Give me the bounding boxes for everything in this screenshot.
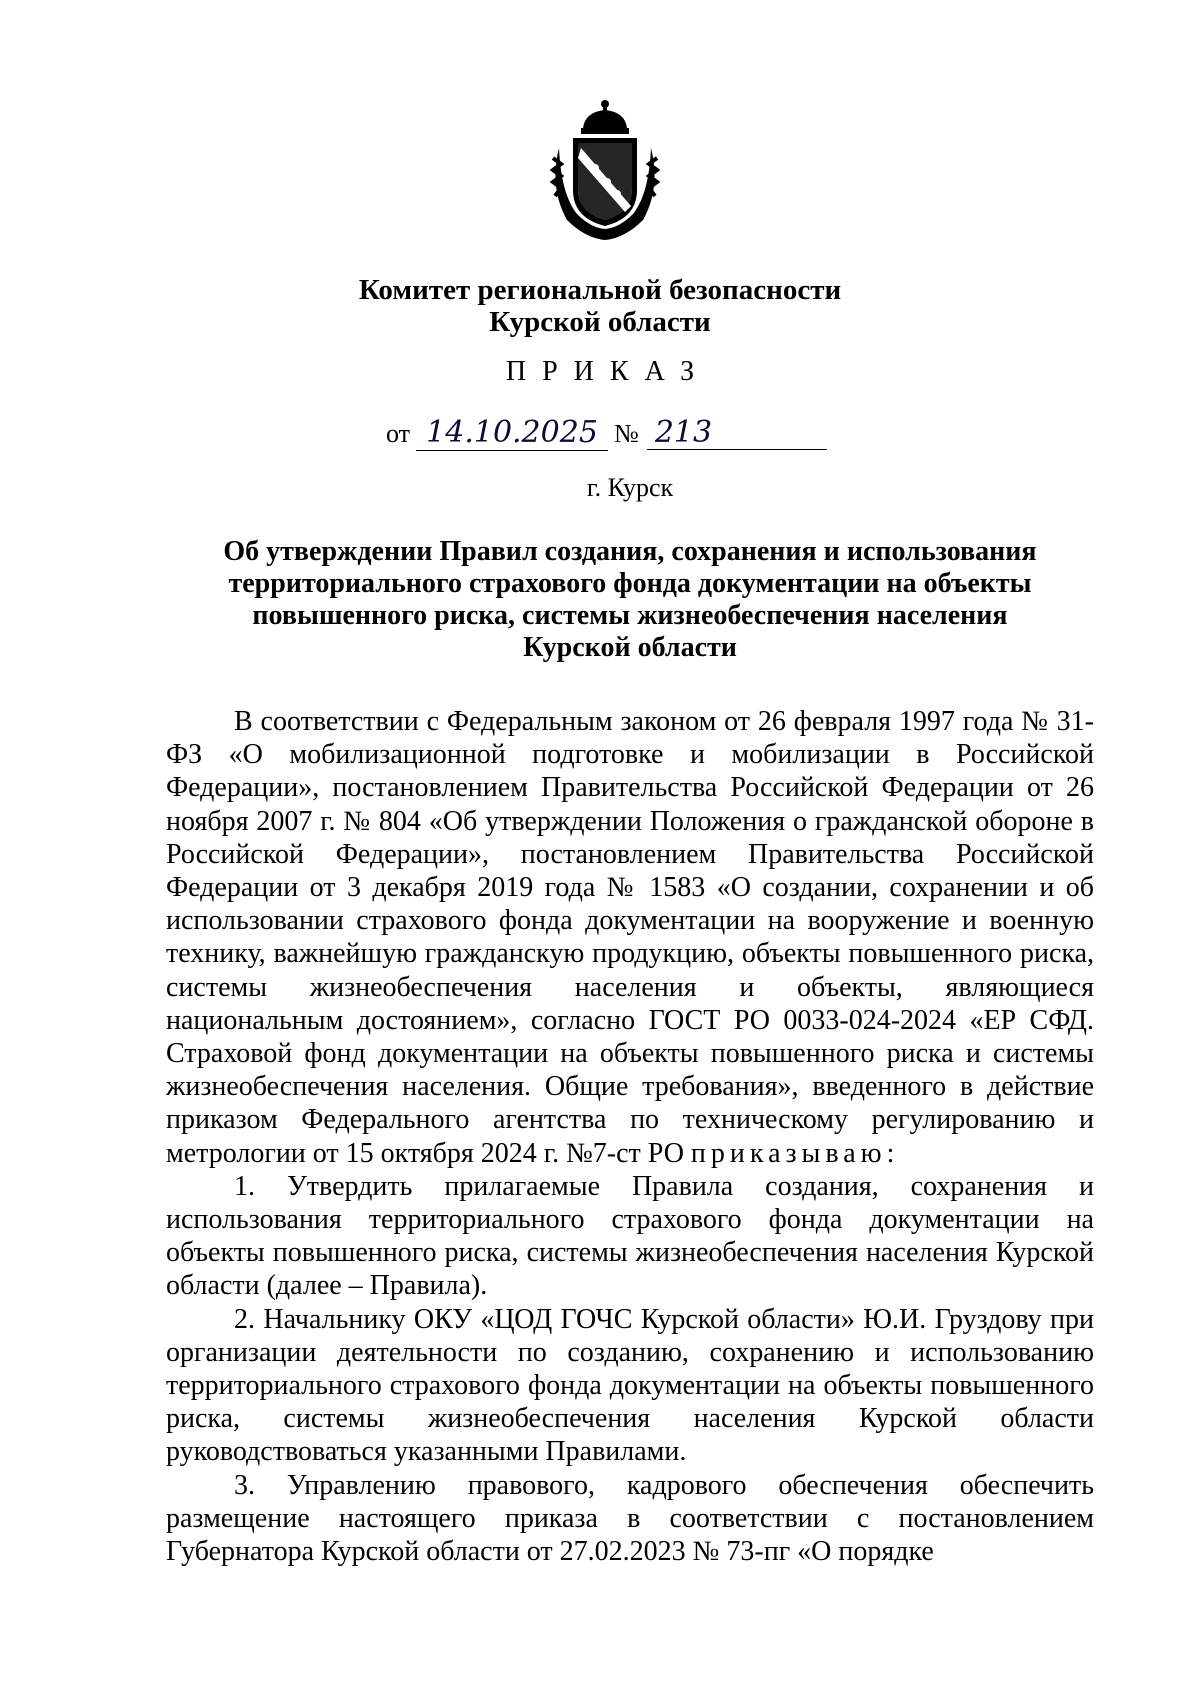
order-word: приказываю:: [690, 1137, 900, 1169]
document-date: 14.10.2025: [416, 418, 608, 451]
city: г. Курск: [586, 473, 674, 502]
preamble-text: В соответствии с Федеральным законом от 26 февраля 1997 года № 31-ФЗ «О мобилизационной подготовке и мобилизации в Российской Федерации», постановлением Правительства Российской Федерации от 26 ноября 2007 г. № 804 «Об утверждении Положения о гражданской обороне в Российской Федерации», постановлением Правительства Российской Федерации от 3 декабря 2019 года № 1583 «О создании, сохранении и об использовании страхового фонда документации на вооружение и военную технику, важнейшую гражданскую продукцию, объекты повышенного риска, системы жизнеобеспечения населения и объекты, являющиеся национальным достоянием», согласно ГОСТ РО 0033-024-2024 «ЕР СФД. Страховой фонд документации на объекты повышенного риска и системы жизнеобеспечения населения. Общие требования», введенного в действие приказом Федерального агентства по техническому регулированию и метрологии от 15 октября 2024 г. №7-ст РО: [166, 706, 1094, 1169]
document-number: 213: [647, 418, 827, 450]
preamble-paragraph: [166, 705, 1094, 1170]
title-line: Курской области: [523, 632, 737, 663]
date-prefix: от: [386, 419, 411, 448]
title-line: повышенного риска, системы жизнеобеспечения населения: [252, 600, 1008, 631]
item-2: 2. Начальнику ОКУ «ЦОД ГОЧС Курской области» Ю.И. Груздову при организации деятельности по созданию, сохранению и использованию территориального страхового фонда документации на объекты повышенного риска, системы жизнеобеспечения населения Курской области руководствоваться указанными Правилами.: [166, 1303, 1094, 1468]
organization-name-line1: Комитет региональной безопасности: [358, 274, 842, 306]
document-type: ПРИКАЗ: [505, 356, 711, 387]
item-3: 3. Управлению правового, кадрового обеспечения обеспечить размещение настоящего приказа в соответствии с постановлением Губернатора Курской области от 27.02.2023 № 73-пг «О порядке: [166, 1469, 1094, 1568]
title-line: Об утверждении Правил создания, сохранения и использования: [223, 536, 1037, 567]
number-prefix: №: [614, 419, 639, 448]
date-number-line: [386, 415, 827, 458]
kursk-coat-of-arms-icon: [545, 98, 665, 243]
organization-name-line2: Курской области: [489, 306, 711, 338]
title-line: территориального страхового фонда документации на объекты: [228, 568, 1032, 599]
item-1: 1. Утвердить прилагаемые Правила создания, сохранения и использования территориального страхового фонда документации на объекты повышенного риска, системы жизнеобеспечения населения Курской области (далее – Правила).: [166, 1170, 1094, 1302]
document-body: [166, 705, 1094, 1568]
document-title: [200, 536, 1060, 664]
